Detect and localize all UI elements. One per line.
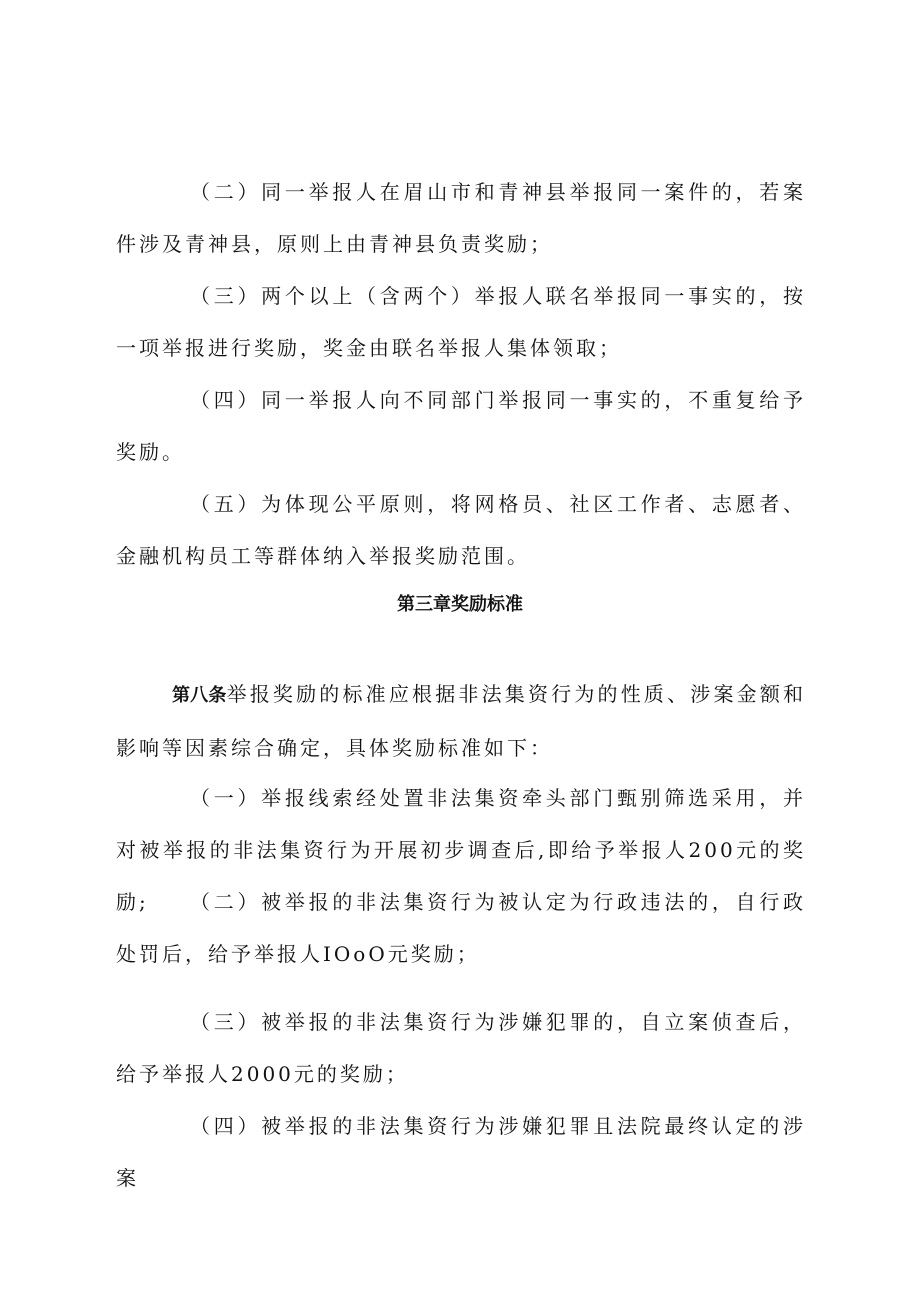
paragraph-item-2: （二）同一举报人在眉山市和青神县举报同一案件的，若案件涉及青神县，原则上由青神县负责奖励； xyxy=(116,180,806,256)
paragraph-item-5: （五）为体现公平原则，将网格员、社区工作者、志愿者、金融机构员工等群体纳入举报奖励范围。 xyxy=(116,492,806,568)
reward-item-4: （四）被举报的非法集资行为涉嫌犯罪且法院最终认定的涉案 xyxy=(116,1114,806,1190)
article-8-text: 举报奖励的标准应根据非法集资行为的性质、涉案金额和影响等因素综合确定，具体奖励标准如下： xyxy=(116,682,807,760)
paragraph-item-4: （四）同一举报人向不同部门举报同一事实的，不重复给予奖励。 xyxy=(116,388,806,464)
reward-item-3: （三）被举报的非法集资行为涉嫌犯罪的，自立案侦查后，给予举报人2000元的奖励； xyxy=(116,1010,806,1086)
reward-item-1: （一）举报线索经处置非法集资牵头部门甄别筛选采用，并对被举报的非法集资行为开展初步调查后,即给予举报人200元的奖励; xyxy=(116,786,806,914)
article-8-lead: 第八条 xyxy=(172,685,227,706)
reward-item-2: （二）被举报的非法集资行为被认定为行政违法的，自行政处罚后，给予举报人IOoO元奖励； xyxy=(116,890,806,966)
article-8 xyxy=(116,668,806,774)
chapter-title: 第三章奖励标准 xyxy=(397,594,523,615)
paragraph-item-3: （三）两个以上（含两个）举报人联名举报同一事实的，按一项举报进行奖励，奖金由联名举报人集体领取； xyxy=(116,284,806,360)
